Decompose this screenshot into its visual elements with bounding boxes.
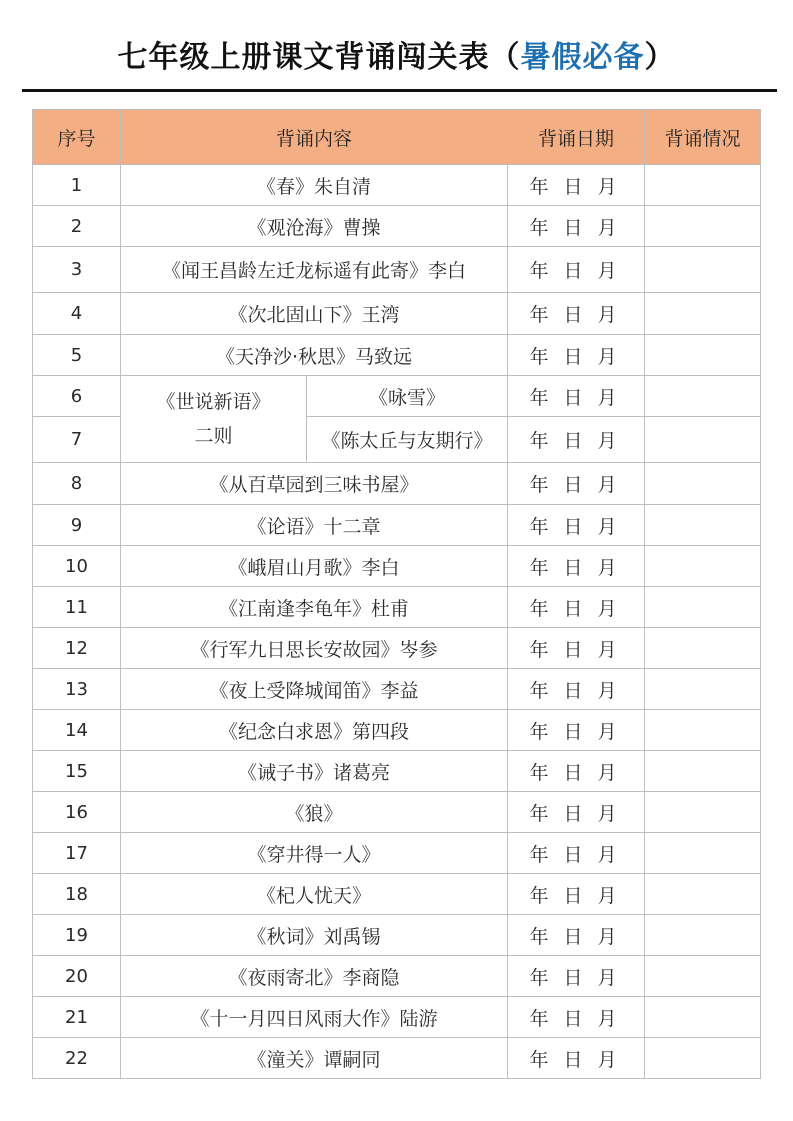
row-content: 《次北固山下》王湾 xyxy=(121,293,508,335)
row-content: 《从百草园到三味书屋》 xyxy=(121,463,508,505)
date-day: 日 xyxy=(563,1007,583,1030)
table-row xyxy=(33,587,761,628)
row-seq: 19 xyxy=(33,915,121,956)
date-cell xyxy=(508,417,645,463)
row-content: 《天净沙·秋思》马致远 xyxy=(121,335,508,376)
row-content: 《咏雪》 xyxy=(307,376,508,417)
date-year: 年 xyxy=(529,720,549,743)
date-year: 年 xyxy=(529,260,549,282)
row-seq: 13 xyxy=(33,669,121,710)
status-cell[interactable] xyxy=(645,956,761,997)
table-row xyxy=(33,505,761,546)
date-cell xyxy=(508,293,645,335)
date-year: 年 xyxy=(529,843,549,866)
page-title xyxy=(0,36,793,80)
row-seq: 6 xyxy=(33,376,121,417)
table-row xyxy=(33,669,761,710)
date-day: 日 xyxy=(563,638,583,661)
table-row xyxy=(33,792,761,833)
row-content: 《穿井得一人》 xyxy=(121,833,508,874)
date-year: 年 xyxy=(529,175,549,198)
date-month: 月 xyxy=(597,843,617,866)
status-cell[interactable] xyxy=(645,710,761,751)
date-month: 月 xyxy=(597,966,617,989)
title-paren-open: （ xyxy=(489,40,521,75)
date-day: 日 xyxy=(563,260,583,282)
table-row xyxy=(33,546,761,587)
date-day: 日 xyxy=(563,679,583,702)
date-month: 月 xyxy=(597,720,617,743)
date-day: 日 xyxy=(563,216,583,239)
status-cell[interactable] xyxy=(645,1038,761,1079)
date-year: 年 xyxy=(529,430,549,452)
date-cell xyxy=(508,463,645,505)
title-paren-close: ） xyxy=(644,40,676,75)
date-year: 年 xyxy=(529,1048,549,1071)
date-year: 年 xyxy=(529,515,549,538)
date-month: 月 xyxy=(597,556,617,579)
group-title xyxy=(121,376,307,463)
date-year: 年 xyxy=(529,679,549,702)
date-day: 日 xyxy=(563,345,583,368)
date-cell xyxy=(508,751,645,792)
date-year: 年 xyxy=(529,304,549,326)
date-day: 日 xyxy=(563,597,583,620)
status-cell[interactable] xyxy=(645,587,761,628)
status-cell[interactable] xyxy=(645,505,761,546)
recitation-table xyxy=(32,109,761,1079)
status-cell[interactable] xyxy=(645,751,761,792)
row-content: 《狼》 xyxy=(121,792,508,833)
header-content: 背诵内容 xyxy=(121,110,508,165)
row-seq: 3 xyxy=(33,247,121,293)
date-year: 年 xyxy=(529,638,549,661)
row-content: 《峨眉山月歌》李白 xyxy=(121,546,508,587)
table-row xyxy=(33,628,761,669)
header-status: 背诵情况 xyxy=(645,110,761,165)
row-content: 《诫子书》诸葛亮 xyxy=(121,751,508,792)
date-cell xyxy=(508,997,645,1038)
row-seq: 10 xyxy=(33,546,121,587)
date-year: 年 xyxy=(529,761,549,784)
date-cell xyxy=(508,956,645,997)
group-title-line1: 《世说新语》 xyxy=(156,391,271,413)
table-row xyxy=(33,956,761,997)
status-cell[interactable] xyxy=(645,833,761,874)
row-seq: 18 xyxy=(33,874,121,915)
table-row xyxy=(33,1038,761,1079)
row-seq: 9 xyxy=(33,505,121,546)
title-divider xyxy=(22,89,777,92)
date-month: 月 xyxy=(597,638,617,661)
row-content: 《纪念白求恩》第四段 xyxy=(121,710,508,751)
row-content: 《论语》十二章 xyxy=(121,505,508,546)
status-cell[interactable] xyxy=(645,247,761,293)
date-month: 月 xyxy=(597,925,617,948)
row-seq: 14 xyxy=(33,710,121,751)
date-month: 月 xyxy=(597,304,617,326)
row-seq: 12 xyxy=(33,628,121,669)
date-cell xyxy=(508,628,645,669)
row-content: 《春》朱自清 xyxy=(121,165,508,206)
row-seq: 15 xyxy=(33,751,121,792)
status-cell[interactable] xyxy=(645,463,761,505)
table-row xyxy=(33,165,761,206)
status-cell[interactable] xyxy=(645,997,761,1038)
date-day: 日 xyxy=(563,430,583,452)
row-content: 《杞人忧天》 xyxy=(121,874,508,915)
table-row xyxy=(33,833,761,874)
date-year: 年 xyxy=(529,884,549,907)
date-day: 日 xyxy=(563,386,583,409)
date-month: 月 xyxy=(597,430,617,452)
date-cell xyxy=(508,915,645,956)
row-content: 《观沧海》曹操 xyxy=(121,206,508,247)
date-day: 日 xyxy=(563,802,583,825)
date-cell xyxy=(508,710,645,751)
status-cell[interactable] xyxy=(645,915,761,956)
row-content: 《行军九日思长安故园》岑参 xyxy=(121,628,508,669)
date-cell xyxy=(508,546,645,587)
status-cell[interactable] xyxy=(645,417,761,463)
row-seq: 20 xyxy=(33,956,121,997)
date-day: 日 xyxy=(563,720,583,743)
row-seq: 2 xyxy=(33,206,121,247)
status-cell[interactable] xyxy=(645,165,761,206)
date-month: 月 xyxy=(597,345,617,368)
table-row xyxy=(33,376,761,417)
status-cell[interactable] xyxy=(645,628,761,669)
row-seq: 17 xyxy=(33,833,121,874)
date-year: 年 xyxy=(529,556,549,579)
date-month: 月 xyxy=(597,1048,617,1071)
date-month: 月 xyxy=(597,474,617,496)
table-row xyxy=(33,463,761,505)
date-year: 年 xyxy=(529,386,549,409)
table-row xyxy=(33,335,761,376)
date-month: 月 xyxy=(597,597,617,620)
date-year: 年 xyxy=(529,802,549,825)
date-cell xyxy=(508,376,645,417)
table-row xyxy=(33,293,761,335)
date-month: 月 xyxy=(597,884,617,907)
table-row xyxy=(33,874,761,915)
date-cell xyxy=(508,165,645,206)
date-year: 年 xyxy=(529,216,549,239)
date-day: 日 xyxy=(563,966,583,989)
date-month: 月 xyxy=(597,216,617,239)
date-day: 日 xyxy=(563,843,583,866)
title-main: 七年级上册课文背诵闯关表 xyxy=(117,40,490,75)
group-title-line2: 二则 xyxy=(194,425,233,447)
date-month: 月 xyxy=(597,679,617,702)
row-seq: 21 xyxy=(33,997,121,1038)
title-highlight: 暑假必备 xyxy=(520,40,645,75)
table-body xyxy=(33,165,761,1079)
date-month: 月 xyxy=(597,761,617,784)
row-content: 《秋词》刘禹锡 xyxy=(121,915,508,956)
date-day: 日 xyxy=(563,761,583,784)
date-day: 日 xyxy=(563,925,583,948)
date-cell xyxy=(508,874,645,915)
row-content: 《闻王昌龄左迁龙标遥有此寄》李白 xyxy=(121,247,508,293)
row-content: 《江南逢李龟年》杜甫 xyxy=(121,587,508,628)
status-cell[interactable] xyxy=(645,293,761,335)
date-month: 月 xyxy=(597,175,617,198)
date-month: 月 xyxy=(597,1007,617,1030)
date-year: 年 xyxy=(529,345,549,368)
date-cell xyxy=(508,833,645,874)
date-cell xyxy=(508,247,645,293)
date-cell xyxy=(508,335,645,376)
status-cell[interactable] xyxy=(645,669,761,710)
date-day: 日 xyxy=(563,515,583,538)
status-cell[interactable] xyxy=(645,206,761,247)
row-seq: 8 xyxy=(33,463,121,505)
date-cell xyxy=(508,669,645,710)
row-seq: 1 xyxy=(33,165,121,206)
status-cell[interactable] xyxy=(645,546,761,587)
date-month: 月 xyxy=(597,802,617,825)
table-row xyxy=(33,206,761,247)
date-day: 日 xyxy=(563,474,583,496)
row-content: 《夜上受降城闻笛》李益 xyxy=(121,669,508,710)
status-cell[interactable] xyxy=(645,376,761,417)
date-year: 年 xyxy=(529,966,549,989)
row-seq: 16 xyxy=(33,792,121,833)
status-cell[interactable] xyxy=(645,792,761,833)
row-seq: 7 xyxy=(33,417,121,463)
date-day: 日 xyxy=(563,884,583,907)
row-seq: 11 xyxy=(33,587,121,628)
date-day: 日 xyxy=(563,556,583,579)
date-month: 月 xyxy=(597,260,617,282)
date-cell xyxy=(508,206,645,247)
date-cell xyxy=(508,1038,645,1079)
date-month: 月 xyxy=(597,515,617,538)
table-row xyxy=(33,710,761,751)
header-date: 背诵日期 xyxy=(508,110,645,165)
date-year: 年 xyxy=(529,1007,549,1030)
row-seq: 4 xyxy=(33,293,121,335)
header-seq: 序号 xyxy=(33,110,121,165)
date-cell xyxy=(508,792,645,833)
table-row xyxy=(33,997,761,1038)
row-content: 《陈太丘与友期行》 xyxy=(307,417,508,463)
row-content: 《夜雨寄北》李商隐 xyxy=(121,956,508,997)
header-row xyxy=(33,110,761,165)
table-row xyxy=(33,915,761,956)
date-day: 日 xyxy=(563,304,583,326)
table-row xyxy=(33,247,761,293)
row-content: 《潼关》谭嗣同 xyxy=(121,1038,508,1079)
date-cell xyxy=(508,587,645,628)
row-seq: 22 xyxy=(33,1038,121,1079)
status-cell[interactable] xyxy=(645,335,761,376)
date-year: 年 xyxy=(529,474,549,496)
date-year: 年 xyxy=(529,925,549,948)
date-month: 月 xyxy=(597,386,617,409)
date-day: 日 xyxy=(563,1048,583,1071)
date-day: 日 xyxy=(563,175,583,198)
table-row xyxy=(33,751,761,792)
date-cell xyxy=(508,505,645,546)
row-content: 《十一月四日风雨大作》陆游 xyxy=(121,997,508,1038)
status-cell[interactable] xyxy=(645,874,761,915)
date-year: 年 xyxy=(529,597,549,620)
row-seq: 5 xyxy=(33,335,121,376)
